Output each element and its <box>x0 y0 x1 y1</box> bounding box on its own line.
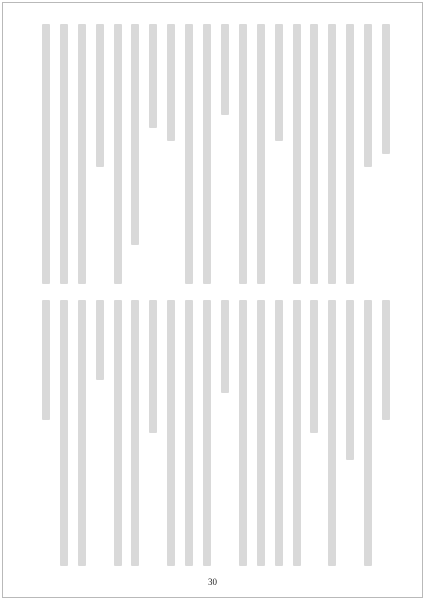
placeholder-text-column <box>203 24 211 284</box>
page-number: 30 <box>208 577 217 587</box>
placeholder-text-column <box>293 24 301 284</box>
placeholder-text-column <box>114 300 122 566</box>
placeholder-text-column <box>167 300 175 566</box>
lower-text-block <box>42 300 390 566</box>
placeholder-text-column <box>60 24 68 284</box>
placeholder-text-column <box>257 24 265 284</box>
placeholder-text-column <box>364 24 372 167</box>
placeholder-text-column <box>346 300 354 460</box>
placeholder-text-column <box>131 300 139 566</box>
placeholder-text-column <box>275 300 283 566</box>
upper-text-block <box>42 24 390 284</box>
placeholder-text-column <box>185 24 193 284</box>
placeholder-text-column <box>42 24 50 284</box>
placeholder-text-column <box>310 24 318 284</box>
placeholder-text-column <box>96 24 104 167</box>
placeholder-text-column <box>221 24 229 115</box>
placeholder-text-column <box>114 24 122 284</box>
placeholder-text-column <box>60 300 68 566</box>
placeholder-text-column <box>257 300 265 566</box>
placeholder-text-column <box>185 300 193 566</box>
placeholder-text-column <box>293 300 301 566</box>
placeholder-text-column <box>346 24 354 284</box>
placeholder-text-column <box>78 24 86 284</box>
placeholder-text-column <box>310 300 318 433</box>
placeholder-text-column <box>239 300 247 566</box>
placeholder-text-column <box>42 300 50 420</box>
placeholder-text-column <box>78 300 86 566</box>
placeholder-text-column <box>96 300 104 380</box>
placeholder-text-column <box>328 24 336 284</box>
placeholder-text-column <box>221 300 229 393</box>
placeholder-text-column <box>167 24 175 141</box>
placeholder-text-column <box>149 300 157 433</box>
placeholder-text-column <box>149 24 157 128</box>
placeholder-text-column <box>328 300 336 566</box>
placeholder-text-column <box>203 300 211 566</box>
placeholder-text-column <box>382 300 390 420</box>
placeholder-text-column <box>131 24 139 245</box>
placeholder-text-column <box>364 300 372 566</box>
placeholder-text-column <box>239 24 247 284</box>
placeholder-text-column <box>275 24 283 141</box>
placeholder-text-column <box>382 24 390 154</box>
